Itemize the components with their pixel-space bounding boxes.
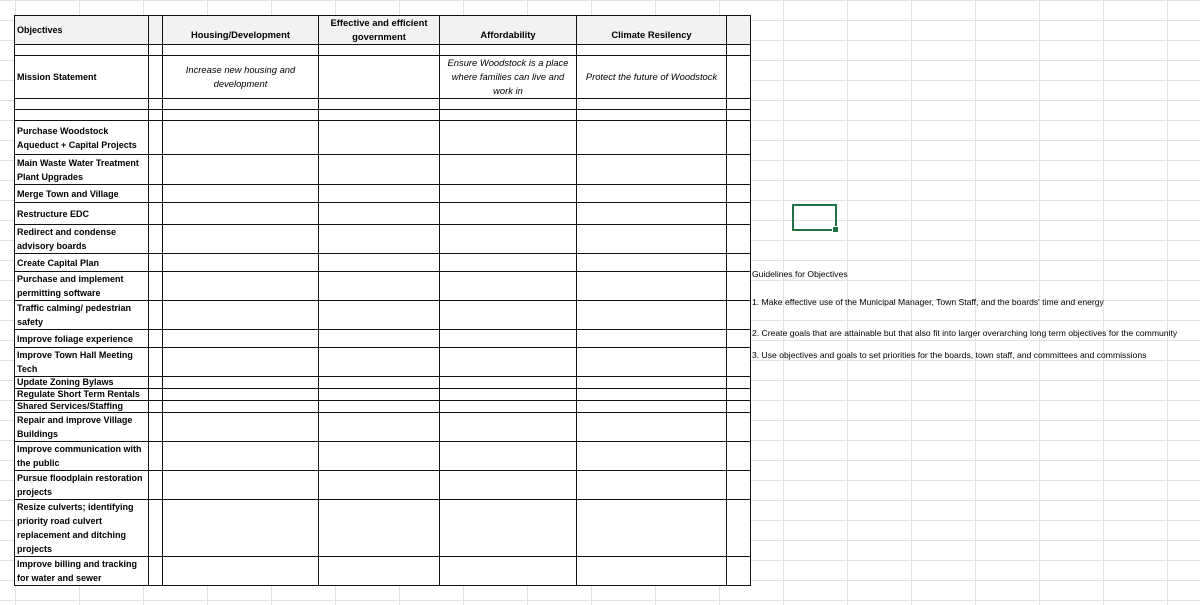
objective-cell[interactable] (577, 225, 727, 254)
objective-cell[interactable] (577, 185, 727, 203)
objective-cell[interactable] (319, 500, 440, 557)
spacer-cell[interactable] (319, 45, 440, 56)
spacer-cell[interactable] (577, 99, 727, 110)
objective-cell[interactable] (727, 442, 751, 471)
table-row (15, 225, 751, 254)
guideline-3[interactable]: 3. Use objectives and goals to set priorities for the boards, town staff, and committees and commissions (752, 350, 1147, 360)
objective-cell[interactable] (727, 557, 751, 586)
objective-label[interactable]: Pursue floodplain restoration projects (15, 471, 149, 500)
objective-label[interactable]: Regulate Short Term Rentals (15, 389, 149, 401)
objective-cell[interactable] (727, 500, 751, 557)
objective-cell[interactable] (577, 203, 727, 225)
objective-label[interactable]: Purchase Woodstock Aqueduct + Capital Projects (15, 121, 149, 155)
objective-cell[interactable] (163, 121, 319, 155)
objective-cell[interactable] (163, 413, 319, 442)
col-climate[interactable]: Climate Resilency (577, 16, 727, 45)
objective-cell[interactable] (149, 225, 163, 254)
spacer-cell[interactable] (149, 45, 163, 56)
objective-cell[interactable] (577, 377, 727, 389)
objective-label[interactable]: Main Waste Water Treatment Plant Upgrades (15, 155, 149, 185)
objective-cell[interactable] (577, 471, 727, 500)
table-row (15, 557, 751, 586)
objective-cell[interactable] (319, 413, 440, 442)
objective-cell[interactable] (577, 401, 727, 413)
spacer-cell[interactable] (577, 45, 727, 56)
objective-cell[interactable] (727, 401, 751, 413)
objective-cell[interactable] (577, 301, 727, 330)
objective-cell[interactable] (163, 348, 319, 377)
objective-cell[interactable] (319, 442, 440, 471)
objective-cell[interactable] (319, 225, 440, 254)
objective-cell[interactable] (440, 225, 577, 254)
table-row (15, 471, 751, 500)
table-row (15, 301, 751, 330)
objective-label[interactable]: Update Zoning Bylaws (15, 377, 149, 389)
objective-cell[interactable] (727, 471, 751, 500)
objective-label[interactable]: Redirect and condense advisory boards (15, 225, 149, 254)
spacer-cell[interactable] (163, 99, 319, 110)
objective-cell[interactable] (149, 301, 163, 330)
spacer-cell[interactable] (727, 110, 751, 121)
objective-cell[interactable] (149, 389, 163, 401)
objective-label[interactable]: Merge Town and Village (15, 185, 149, 203)
table-row (15, 203, 751, 225)
objective-cell[interactable] (577, 121, 727, 155)
spacer-cell[interactable] (727, 45, 751, 56)
objective-cell[interactable] (440, 500, 577, 557)
objective-cell[interactable] (149, 471, 163, 500)
objective-cell[interactable] (163, 225, 319, 254)
objective-cell[interactable] (149, 500, 163, 557)
mission-affordability[interactable]: Ensure Woodstock is a place where families can live and work in (440, 56, 577, 99)
objective-cell[interactable] (577, 500, 727, 557)
col-government[interactable]: Effective and efficient government (319, 16, 440, 45)
objective-cell[interactable] (727, 121, 751, 155)
objective-cell[interactable] (319, 155, 440, 185)
objective-label[interactable]: Create Capital Plan (15, 254, 149, 272)
objective-cell[interactable] (163, 254, 319, 272)
objective-cell[interactable] (319, 121, 440, 155)
objective-cell[interactable] (727, 413, 751, 442)
empty-cell[interactable] (149, 56, 163, 99)
objective-cell[interactable] (163, 557, 319, 586)
table-row (15, 442, 751, 471)
guidelines-title[interactable]: Guidelines for Objectives (752, 269, 848, 279)
objective-cell[interactable] (319, 301, 440, 330)
objective-cell[interactable] (440, 401, 577, 413)
objective-cell[interactable] (149, 121, 163, 155)
objective-cell[interactable] (440, 301, 577, 330)
objectives-table (14, 15, 751, 586)
objective-cell[interactable] (440, 389, 577, 401)
col-affordability[interactable]: Affordability (440, 16, 577, 45)
objective-cell[interactable] (577, 330, 727, 348)
spacer-cell[interactable] (440, 110, 577, 121)
spacer-cell[interactable] (727, 99, 751, 110)
objective-cell[interactable] (149, 442, 163, 471)
spacer-cell[interactable] (163, 110, 319, 121)
guideline-2[interactable]: 2. Create goals that are attainable but that also fit into larger overarching long term objectives for the community (752, 328, 1178, 338)
fill-handle[interactable] (832, 226, 839, 233)
table-row (15, 389, 751, 401)
table-row (15, 377, 751, 389)
objective-cell[interactable] (149, 185, 163, 203)
objective-cell[interactable] (319, 330, 440, 348)
objective-cell[interactable] (319, 401, 440, 413)
empty-cell[interactable] (727, 56, 751, 99)
empty-cell[interactable] (149, 16, 163, 45)
objective-cell[interactable] (149, 203, 163, 225)
table-row (15, 500, 751, 557)
objective-cell[interactable] (440, 185, 577, 203)
spacer-cell[interactable] (149, 110, 163, 121)
objective-label[interactable]: Resize culverts; identifying priority road culvert replacement and ditching projects (15, 500, 149, 557)
spacer-cell[interactable] (577, 110, 727, 121)
objective-cell[interactable] (727, 155, 751, 185)
objective-cell[interactable] (727, 225, 751, 254)
mission-climate[interactable]: Protect the future of Woodstock (577, 56, 727, 99)
mission-housing[interactable]: Increase new housing and development (163, 56, 319, 99)
objective-cell[interactable] (149, 557, 163, 586)
objective-cell[interactable] (319, 471, 440, 500)
objective-cell[interactable] (727, 272, 751, 301)
objective-label[interactable]: Traffic calming/ pedestrian safety (15, 301, 149, 330)
objective-cell[interactable] (577, 155, 727, 185)
table-row (15, 413, 751, 442)
objective-cell[interactable] (319, 557, 440, 586)
objective-cell[interactable] (440, 155, 577, 185)
table-row (15, 401, 751, 413)
objective-cell[interactable] (440, 471, 577, 500)
objective-cell[interactable] (163, 301, 319, 330)
objective-cell[interactable] (727, 389, 751, 401)
objective-cell[interactable] (727, 254, 751, 272)
table-row (15, 272, 751, 301)
objectives-header[interactable]: Objectives (15, 16, 149, 45)
empty-cell[interactable] (727, 16, 751, 45)
spacer-cell[interactable] (15, 110, 149, 121)
objective-cell[interactable] (149, 272, 163, 301)
objective-cell[interactable] (440, 377, 577, 389)
objective-cell[interactable] (319, 272, 440, 301)
spacer-cell[interactable] (15, 99, 149, 110)
objective-cell[interactable] (440, 442, 577, 471)
objective-cell[interactable] (163, 401, 319, 413)
objective-cell[interactable] (577, 389, 727, 401)
objective-cell[interactable] (319, 185, 440, 203)
objective-cell[interactable] (440, 121, 577, 155)
col-housing[interactable]: Housing/Development (163, 16, 319, 45)
objective-cell[interactable] (163, 155, 319, 185)
objective-cell[interactable] (577, 348, 727, 377)
objective-cell[interactable] (727, 185, 751, 203)
objective-cell[interactable] (319, 389, 440, 401)
spacer-cell[interactable] (149, 99, 163, 110)
objective-cell[interactable] (149, 254, 163, 272)
objective-cell[interactable] (149, 413, 163, 442)
objective-cell[interactable] (319, 377, 440, 389)
objective-cell[interactable] (163, 330, 319, 348)
objective-cell[interactable] (319, 203, 440, 225)
objective-cell[interactable] (577, 272, 727, 301)
objective-cell[interactable] (440, 330, 577, 348)
objective-label[interactable]: Improve foliage experience (15, 330, 149, 348)
spacer-cell[interactable] (319, 99, 440, 110)
selected-cell[interactable] (792, 204, 837, 231)
objective-cell[interactable] (163, 377, 319, 389)
objective-cell[interactable] (440, 557, 577, 586)
objective-cell[interactable] (163, 185, 319, 203)
objective-cell[interactable] (163, 442, 319, 471)
objective-cell[interactable] (149, 348, 163, 377)
objective-label[interactable]: Improve communication with the public (15, 442, 149, 471)
objective-cell[interactable] (149, 330, 163, 348)
table-row (15, 348, 751, 377)
table-row (15, 330, 751, 348)
objective-cell[interactable] (577, 413, 727, 442)
spacer-cell[interactable] (319, 110, 440, 121)
mission-label[interactable]: Mission Statement (15, 56, 149, 99)
table-row (15, 185, 751, 203)
objective-label[interactable]: Improve billing and tracking for water and sewer (15, 557, 149, 586)
objective-cell[interactable] (149, 377, 163, 389)
objective-cell[interactable] (577, 442, 727, 471)
objective-label[interactable]: Purchase and implement permitting software (15, 272, 149, 301)
objective-cell[interactable] (440, 348, 577, 377)
spacer-cell[interactable] (440, 45, 577, 56)
objective-cell[interactable] (440, 254, 577, 272)
spacer-cell[interactable] (440, 99, 577, 110)
objective-cell[interactable] (577, 557, 727, 586)
table-row (15, 254, 751, 272)
objective-cell[interactable] (163, 389, 319, 401)
objective-cell[interactable] (440, 203, 577, 225)
objective-cell[interactable] (319, 348, 440, 377)
guideline-1[interactable]: 1. Make effective use of the Municipal Manager, Town Staff, and the boards' time and energy (752, 297, 1104, 307)
objective-cell[interactable] (149, 401, 163, 413)
objective-cell[interactable] (727, 301, 751, 330)
objective-cell[interactable] (163, 471, 319, 500)
objective-label[interactable]: Shared Services/Staffing (15, 401, 149, 413)
table-row (15, 155, 751, 185)
objective-cell[interactable] (440, 272, 577, 301)
objective-cell[interactable] (727, 377, 751, 389)
objective-label[interactable]: Improve Town Hall Meeting Tech (15, 348, 149, 377)
objective-label[interactable]: Repair and improve Village Buildings (15, 413, 149, 442)
objective-cell[interactable] (727, 203, 751, 225)
objective-cell[interactable] (163, 203, 319, 225)
objective-cell[interactable] (727, 348, 751, 377)
objective-cell[interactable] (163, 272, 319, 301)
spacer-cell[interactable] (163, 45, 319, 56)
objective-label[interactable]: Restructure EDC (15, 203, 149, 225)
mission-government[interactable] (319, 56, 440, 99)
objective-cell[interactable] (149, 155, 163, 185)
objective-cell[interactable] (727, 330, 751, 348)
objective-cell[interactable] (163, 500, 319, 557)
table-row (15, 121, 751, 155)
objective-cell[interactable] (319, 254, 440, 272)
objective-cell[interactable] (577, 254, 727, 272)
objective-cell[interactable] (440, 413, 577, 442)
spacer-cell[interactable] (15, 45, 149, 56)
